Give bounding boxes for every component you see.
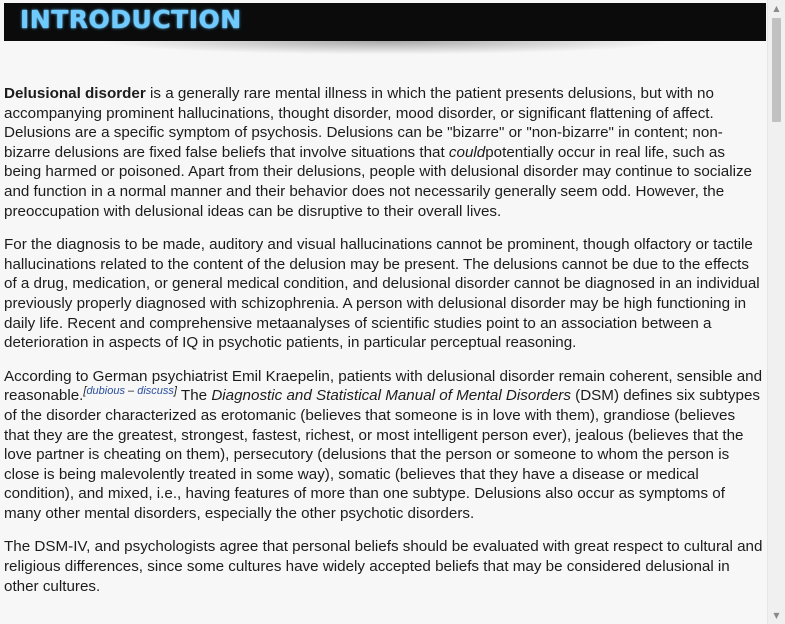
dubious-discuss-note bbox=[83, 385, 177, 397]
note-bracket-open: [ bbox=[83, 385, 87, 398]
vertical-scrollbar[interactable] bbox=[767, 0, 785, 624]
paragraph-3 bbox=[4, 367, 764, 524]
article-body bbox=[4, 84, 764, 610]
paragraph-1-text-b: potentially occur in real life, such as being harmed or poisoned. Apart from their delusions, people with delusional disorder may continue to socialize and function in a normal manner and their behavior does not necessarily generally seem odd. However, the preoccupation with delusional ideas can be disruptive to their overall lives. bbox=[4, 143, 752, 220]
paragraph-3-text-a: According to German psychiatrist Emil Kraepelin, patients with delusional disorder remain coherent, sensible and reasonable. bbox=[4, 367, 763, 405]
header-banner bbox=[4, 3, 766, 41]
note-bracket-close: ] bbox=[173, 385, 177, 398]
note-separator: – bbox=[124, 385, 138, 398]
chevron-up-icon[interactable]: ▲ bbox=[773, 4, 780, 13]
chevron-down-icon[interactable]: ▼ bbox=[773, 611, 780, 620]
paragraph-3-text-b: The bbox=[176, 387, 212, 405]
paragraph-1 bbox=[4, 84, 764, 221]
dubious-link[interactable]: dubious bbox=[86, 385, 125, 398]
bold-term: Delusional disorder bbox=[4, 85, 146, 102]
paragraph-2: For the diagnosis to be made, auditory and visual hallucinations cannot be prominent, though olfactory or tactile hallucinations related to the content of the delusion may be present. The delusions cannot be due to the effects of a drug, medication, or general medical condition, and delusional disorder cannot be diagnosed in an individual previously properly diagnosed with schizophrenia. A person with delusional disorder may be high functioning in daily life. Recent and comprehensive metaanalyses of scientific studies point to an association between a deterioration in aspects of IQ in psychotic patients, in particular perceptual reasoning. bbox=[4, 236, 760, 352]
header-shadow bbox=[4, 41, 766, 59]
paragraph-4: The DSM-IV, and psychologists agree that personal beliefs should be evaluated with great respect to cultural and religious differences, since some cultures have widely accepted beliefs that may be considered delusional in other cultures. bbox=[4, 538, 763, 595]
paragraph-3-text-c: (DSM) defines six subtypes of the disorder characterized as erotomanic (believes that someone is in love with them), grandiose (believes that they are the greatest, strongest, fastest, richest, or most intelligent person ever), jealous (believes that the love partner is cheating on them), persecutory (delusions that the person or someone to whom the person is close is being malevolently treated in some way), somatic (believes that they have a disease or medical condition), and mixed, i.e., having features of more than one subtype. Delusions also occur as symptoms of many other mental disorders, especially the other psychotic disorders. bbox=[4, 387, 760, 522]
section-title: INTRODUCTION bbox=[20, 5, 242, 34]
italic-word: could bbox=[448, 143, 486, 161]
scrollbar-thumb[interactable] bbox=[772, 18, 781, 122]
paragraph-1-text-a: is a generally rare mental illness in which the patient presents delusions, but with no accompanying prominent hallucinations, thought disorder, mood disorder, or significant flattening of affect. Delusions are a specific symptom of psychosis. Delusions can be "bizarre" or "non-bizarre" in content; non-bizarre delusions are fixed false beliefs that involve situations that bbox=[4, 85, 723, 161]
discuss-link[interactable]: discuss bbox=[137, 385, 174, 398]
dsm-title: Diagnostic and Statistical Manual of Mental Disorders bbox=[211, 387, 571, 405]
